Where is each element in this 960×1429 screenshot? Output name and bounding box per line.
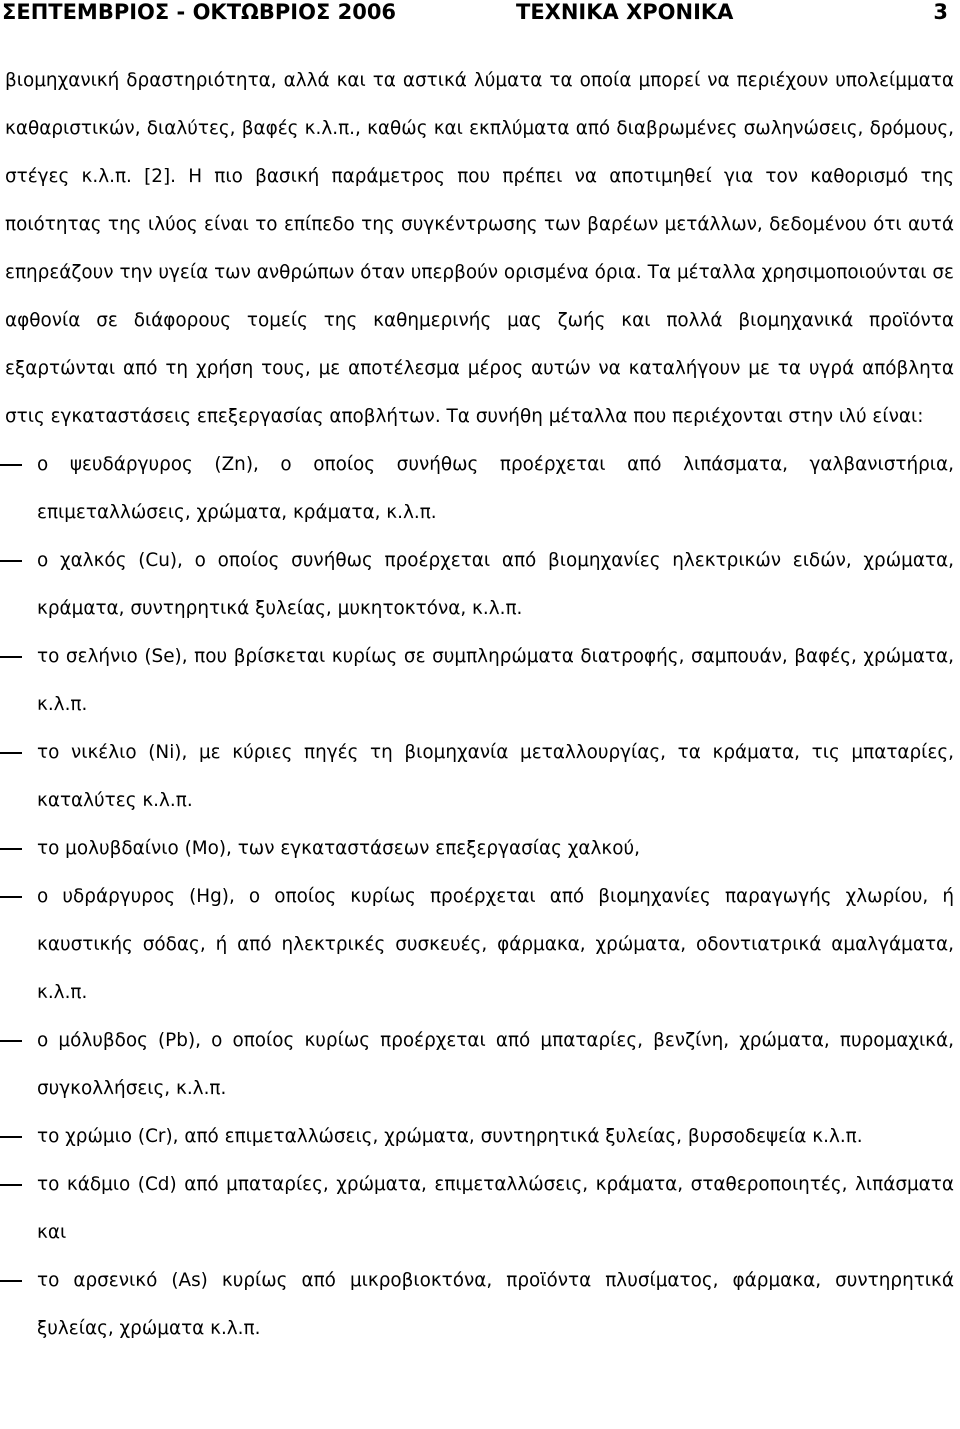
list-item-text: ο ψευδάργυρος (Zn), ο οποίος συνήθως προέρχεται από λιπάσματα, γαλβανιστήρια, επιμεταλλώσεις, χρώματα, κράματα, κ.λ.π. [37, 454, 954, 523]
page-header [0, 0, 960, 40]
list-item-text: το κάδμιο (Cd) από μπαταρίες, χρώματα, επιμεταλλώσεις, κράματα, σταθεροποιητές, λιπάσματα και [37, 1174, 954, 1243]
dash-bullet [0, 560, 22, 562]
list-item [0, 633, 960, 729]
dash-bullet [0, 464, 22, 466]
dash-bullet [0, 1280, 22, 1282]
list-item-text: το νικέλιο (Ni), με κύριες πηγές τη βιομηχανία μεταλλουργίας, τα κράματα, τις μπαταρίες, καταλύτες κ.λ.π. [37, 742, 954, 811]
list-item [0, 729, 960, 825]
issue-date: ΣΕΠΤΕΜΒΡΙΟΣ - ΟΚΤΩΒΡΙΟΣ 2006 [2, 0, 397, 24]
dash-bullet [0, 1184, 22, 1186]
intro-paragraph: βιομηχανική δραστηριότητα, αλλά και τα αστικά λύματα τα οποία μπορεί να περιέχουν υπολείμματα καθαριστικών, διαλύτες, βαφές κ.λ.π., καθώς και εκπλύματα από διαβρωμένες σωληνώσεις, δρόμους, στέγες κ.λ.π. [2]. Η πιο βασική παράμετρος που πρέπει να αποτιμηθεί για τον καθορισμό της ποιότητας της ιλύος είναι το επίπεδο της συγκέντρωσης των βαρέων μετάλλων, δεδομένου ότι αυτά επηρεάζουν την υγεία των ανθρώπων όταν υπερβούν ορισμένα όρια. Τα μέταλλα χρησιμοποιούνται σε αφθονία σε διάφορους τομείς της καθημερινής μας ζωής και πολλά βιομηχανικά προϊόντα εξαρτώνται από τη χρήση τους, με αποτέλεσμα μέρος αυτών να καταλήγουν με τα υγρά απόβλητα στις εγκαταστάσεις επεξεργασίας αποβλήτων. Τα συνήθη μέταλλα που περιέχονται στην ιλύ είναι: [5, 70, 954, 427]
list-item [0, 537, 960, 633]
list-item [0, 1161, 960, 1257]
article-body [0, 57, 960, 1353]
dash-bullet [0, 1136, 22, 1138]
publication-title: ΤΕΧΝΙΚΑ ΧΡΟΝΙΚΑ [516, 0, 734, 24]
list-item-text: ο χαλκός (Cu), ο οποίος συνήθως προέρχεται από βιομηχανίες ηλεκτρικών ειδών, χρώματα, κράματα, συντηρητικά ξυλείας, μυκητοκτόνα, κ.λ.π. [37, 550, 954, 619]
list-item [0, 1113, 960, 1161]
list-item [0, 825, 960, 873]
dash-bullet [0, 1040, 22, 1042]
metals-list [0, 441, 960, 1353]
list-item-text: το σελήνιο (Se), που βρίσκεται κυρίως σε συμπληρώματα διατροφής, σαμπουάν, βαφές, χρώματα, κ.λ.π. [37, 646, 954, 715]
list-item [0, 441, 960, 537]
dash-bullet [0, 848, 22, 850]
list-item-text: ο υδράργυρος (Hg), ο οποίος κυρίως προέρχεται από βιομηχανίες παραγωγής χλωρίου, ή καυστικής σόδας, ή από ηλεκτρικές συσκευές, φάρμακα, χρώματα, οδοντιατρικά αμαλγάματα, κ.λ.π. [37, 886, 954, 1003]
list-item [0, 1017, 960, 1113]
list-item-text: το χρώμιο (Cr), από επιμεταλλώσεις, χρώματα, συντηρητικά ξυλείας, βυρσοδεψεία κ.λ.π. [37, 1126, 863, 1147]
list-item-text: το μολυβδαίνιο (Mo), των εγκαταστάσεων επεξεργασίας χαλκού, [37, 838, 640, 859]
page-number: 3 [933, 0, 948, 24]
list-item-text: το αρσενικό (As) κυρίως από μικροβιοκτόνα, προϊόντα πλυσίματος, φάρμακα, συντηρητικά ξυλείας, χρώματα κ.λ.π. [37, 1270, 954, 1339]
list-item-text: ο μόλυβδος (Pb), ο οποίος κυρίως προέρχεται από μπαταρίες, βενζίνη, χρώματα, πυρομαχικά, συγκολλήσεις, κ.λ.π. [37, 1030, 954, 1099]
dash-bullet [0, 656, 22, 658]
list-item [0, 1257, 960, 1353]
list-item [0, 873, 960, 1017]
dash-bullet [0, 752, 22, 754]
dash-bullet [0, 896, 22, 898]
